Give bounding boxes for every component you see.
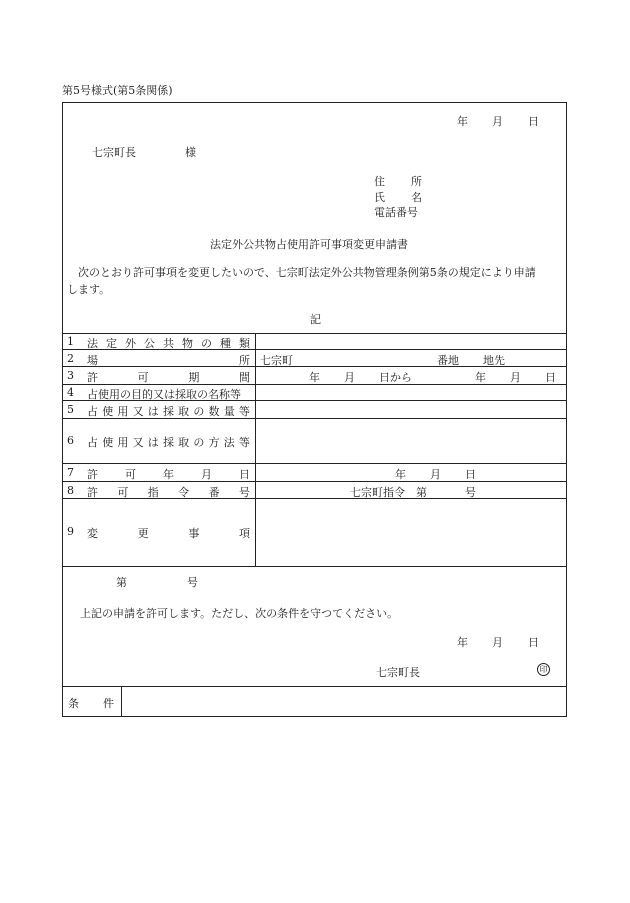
body-text-line1: 次のとおり許可事項を変更したいので、七宗町法定外公共物管理条例第5条の規定により申請 <box>78 266 536 279</box>
conditions-label: 条 件 <box>68 697 114 710</box>
row-label-permit-date: 許 可 年 月 日 <box>87 468 250 481</box>
approval-day-label: 日 <box>528 636 539 649</box>
approval-number-dai: 第 <box>116 576 127 589</box>
addressee-name: 七宗町長 <box>92 146 136 159</box>
addressee-honorific: 様 <box>185 146 196 159</box>
form-title: 法定外公共物占使用許可事項変更申請書 <box>210 238 408 251</box>
row-number: 3 <box>67 369 74 382</box>
row-label-changes: 変 更 事 項 <box>87 527 250 540</box>
approval-statement: 上記の申請を許可します。ただし、次の条件を守つてください。 <box>80 607 399 620</box>
approval-number-go: 号 <box>187 576 198 589</box>
row-number: 2 <box>67 352 74 365</box>
approval-year-label: 年 <box>457 636 468 649</box>
ki-heading: 記 <box>310 313 321 326</box>
row-number: 8 <box>67 484 74 497</box>
applicant-phone-label: 電話番号 <box>374 206 418 219</box>
approval-authority: 七宗町長 <box>376 666 420 679</box>
row-number: 1 <box>67 335 74 348</box>
permit-date-day: 日 <box>465 468 476 481</box>
permit-date-month: 月 <box>430 468 441 481</box>
approval-month-label: 月 <box>492 636 503 649</box>
permit-number-go: 号 <box>465 486 476 499</box>
table-column-divider <box>255 333 256 566</box>
header-day-label: 日 <box>528 115 539 128</box>
applicant-address-label: 住 所 <box>374 175 422 188</box>
permit-number-dai: 第 <box>416 486 427 499</box>
permit-date-year: 年 <box>395 468 406 481</box>
location-chisaki: 地先 <box>483 354 505 367</box>
row-label-method: 占 使 用 又 は 採 取 の 方 法 等 <box>87 436 250 449</box>
row-divider <box>62 463 567 464</box>
row-number: 4 <box>67 386 74 399</box>
header-year-label: 年 <box>457 115 468 128</box>
form-number: 第5号様式(第5条関係) <box>62 84 173 97</box>
conditions-column-divider <box>121 686 122 717</box>
period-from-year: 年 <box>309 371 320 384</box>
period-to-month: 月 <box>510 371 521 384</box>
header-month-label: 月 <box>492 115 503 128</box>
period-to-year: 年 <box>475 371 486 384</box>
location-banchi: 番地 <box>437 354 459 367</box>
row-label-permit-number: 許 可 指 令 番 号 <box>87 486 250 499</box>
period-from-day: 日から <box>379 371 412 384</box>
location-town: 七宗町 <box>260 354 293 367</box>
row-label-quantity: 占 使 用 又 は 採 取 の 数 量 等 <box>87 405 250 418</box>
body-text-line2: します。 <box>67 283 111 296</box>
applicant-name-label: 氏 名 <box>374 191 422 204</box>
row-number: 5 <box>67 403 74 416</box>
section-divider <box>62 566 567 567</box>
seal-icon: 印 <box>537 663 550 676</box>
row-number: 9 <box>67 525 74 538</box>
row-number: 6 <box>67 434 74 447</box>
row-label-period: 許 可 期 間 <box>87 371 250 384</box>
row-label-purpose: 占使用の目的又は採取の名称等 <box>87 388 241 401</box>
row-label-type: 法 定 外 公 共 物 の 種 類 <box>87 337 250 350</box>
row-number: 7 <box>67 466 74 479</box>
table-top-border <box>62 333 567 334</box>
period-from-month: 月 <box>344 371 355 384</box>
conditions-top-border <box>62 686 567 687</box>
permit-number-prefix: 七宗町指令 <box>350 486 405 499</box>
row-label-location: 場 所 <box>87 354 250 367</box>
period-to-day: 日 <box>545 371 556 384</box>
